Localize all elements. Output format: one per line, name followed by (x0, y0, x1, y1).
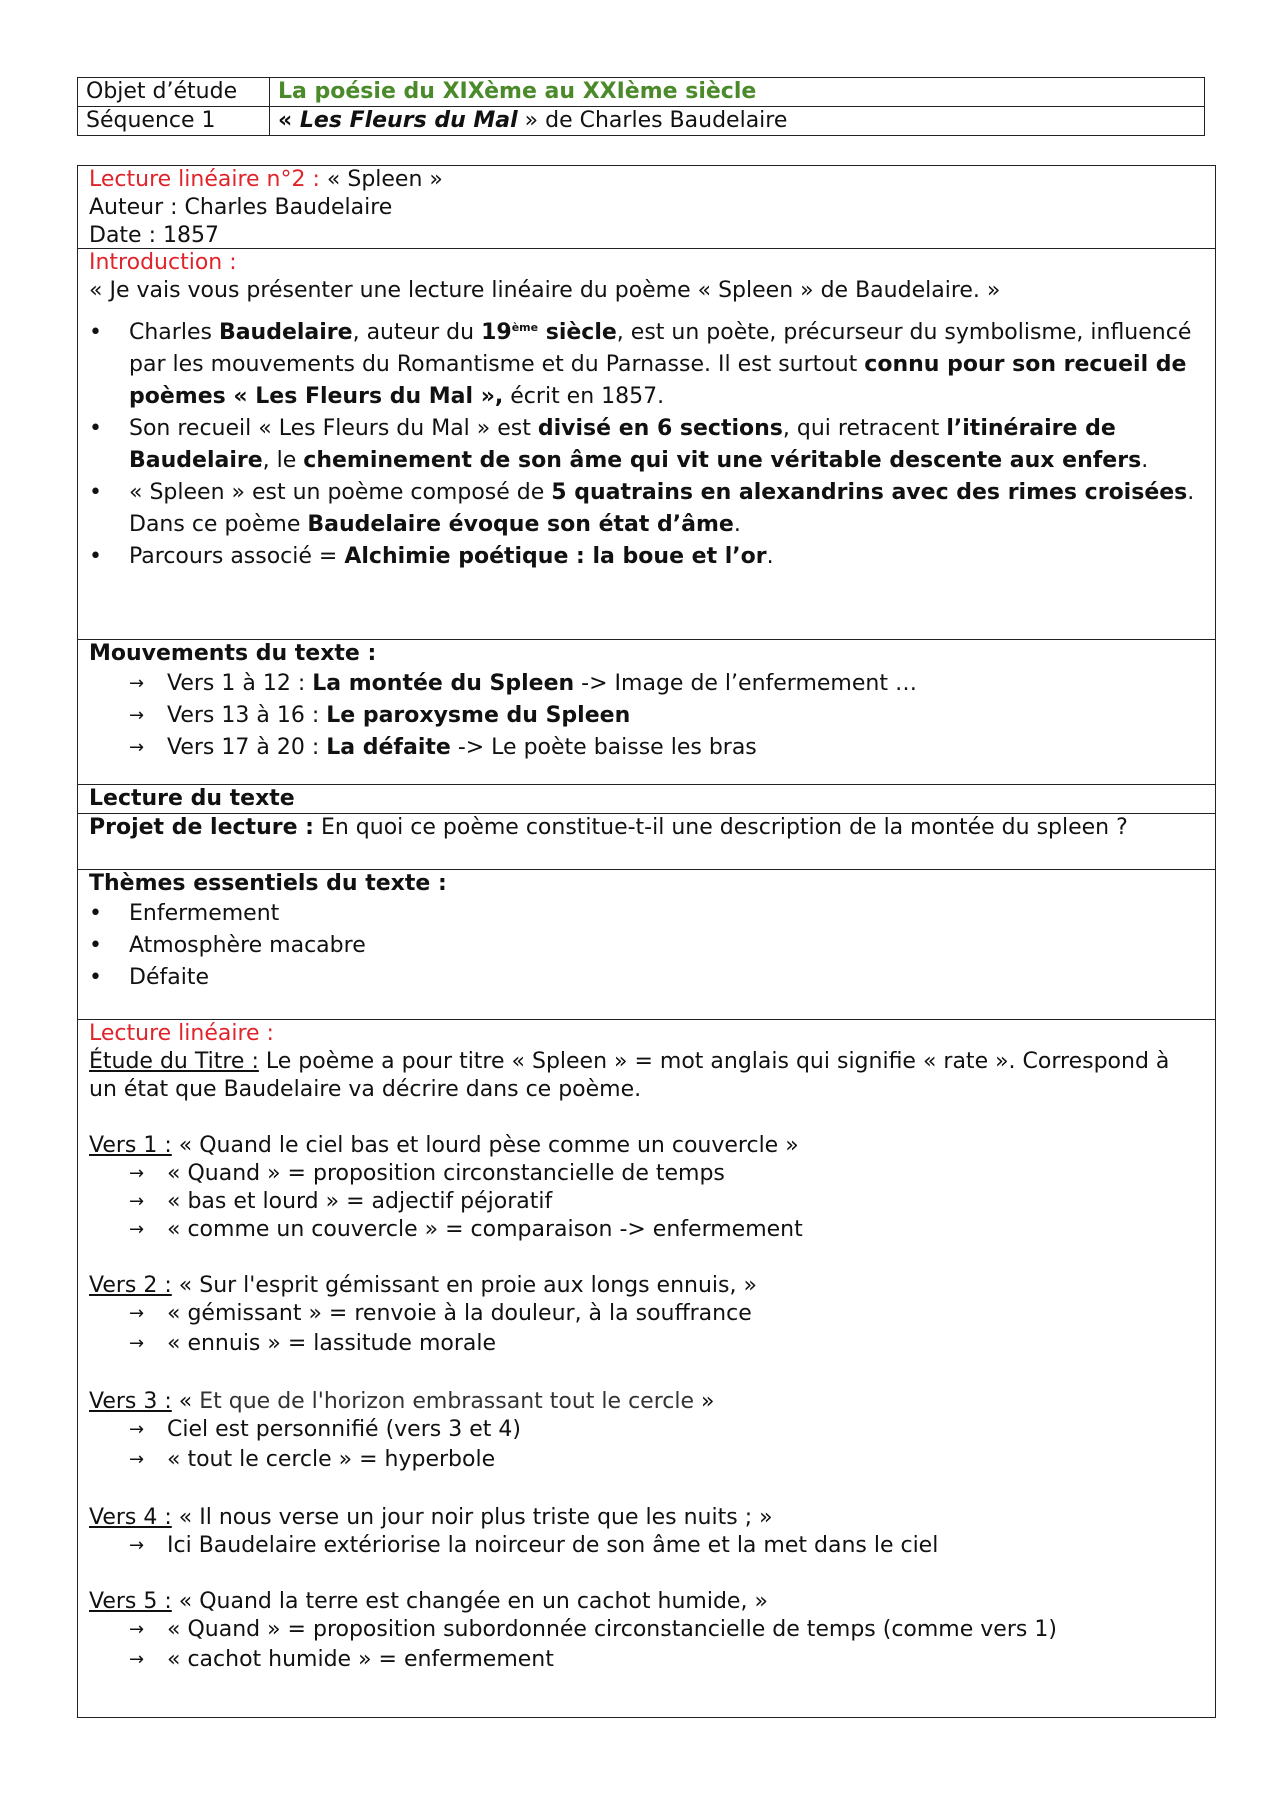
theme-item: • Atmosphère macabre (89, 930, 1204, 962)
header-value-objet: La poésie du XIXème au XXIème siècle (270, 78, 1205, 107)
vers-quote: Vers 3 : « Et que de l'horizon embrassant tout le cercle » (89, 1389, 715, 1414)
vers-note: → « Quand » = proposition subordonnée circonstancielle de temps (comme vers 1) (89, 1616, 1204, 1644)
intro-bullet-recueil: • Son recueil « Les Fleurs du Mal » est divisé en 6 sections, qui retracent l’itinéraire de Baudelaire, le cheminement de son âme qui vit une véritable descente aux enfers. (89, 413, 1204, 477)
header-value-sequence: « Les Fleurs du Mal » de Charles Baudelaire (270, 107, 1205, 136)
header-label-sequence: Séquence 1 (78, 107, 270, 136)
vers-note: → « ennuis » = lassitude morale (89, 1328, 1204, 1360)
intro-bullet-poeme: • « Spleen » est un poème composé de 5 quatrains en alexandrins avec des rimes croisées. Dans ce poème Baudelaire évoque son état d’âme. (89, 477, 1204, 541)
theme-item: • Défaite (89, 962, 1204, 994)
vers-notes (89, 1300, 1204, 1360)
vers-note: → « tout le cercle » = hyperbole (89, 1444, 1204, 1476)
introduction-sentence: « Je vais vous présenter une lecture linéaire du poème « Spleen » de Baudelaire. » (89, 278, 1001, 303)
vers-quote: Vers 5 : « Quand la terre est changée en un cachot humide, » (89, 1589, 768, 1614)
mouvement-item: → Vers 13 à 16 : Le paroxysme du Spleen (89, 700, 1204, 732)
intro-bullet-parcours: • Parcours associé = Alchimie poétique : la boue et l’or. (89, 541, 1204, 573)
theme-item: • Enfermement (89, 898, 1204, 930)
analyse-section (78, 1020, 1215, 1717)
lecture-texte-section (78, 785, 1215, 814)
header-row-objet (78, 78, 1205, 107)
themes-heading: Thèmes essentiels du texte : (89, 871, 447, 896)
themes-section (78, 870, 1215, 1020)
vers-notes (89, 1532, 1204, 1560)
themes-list (89, 898, 1204, 994)
intro-bullet-author: • Charles Baudelaire, auteur du 19ème siècle, est un poète, précurseur du symbolisme, influencé par les mouvements du Romantisme et du Parnasse. Il est surtout connu pour son recueil de poèmes « Les Fleurs du Mal », écrit en 1857. (89, 317, 1204, 413)
vers-notes (89, 1616, 1204, 1676)
vers-note: → « gémissant » = renvoie à la douleur, à la souffrance (89, 1300, 1204, 1328)
projet-lecture: Projet de lecture : En quoi ce poème constitue-t-il une description de la montée du spleen ? (89, 815, 1128, 840)
author-line: Auteur : Charles Baudelaire (89, 195, 393, 220)
info-section (78, 166, 1215, 249)
analyse-heading: Lecture linéaire : (89, 1021, 274, 1046)
vers-notes (89, 1160, 1204, 1244)
lecture-texte-heading: Lecture du texte (89, 786, 295, 811)
vers-note: → Ici Baudelaire extériorise la noirceur de son âme et la met dans le ciel (89, 1532, 1204, 1560)
header-label-objet: Objet d’étude (78, 78, 270, 107)
mouvements-section (78, 640, 1215, 785)
lesson-table (77, 165, 1216, 1718)
vers-note: → « Quand » = proposition circonstancielle de temps (89, 1160, 1204, 1188)
header-table (77, 77, 1205, 136)
introduction-heading: Introduction : (89, 250, 237, 275)
projet-section (78, 814, 1215, 870)
etude-titre: Étude du Titre : Le poème a pour titre « Spleen » = mot anglais qui signifie « rate ». Correspond à un état que Baudelaire va décrire dans ce poème. (89, 1049, 1170, 1102)
introduction-section (78, 249, 1215, 640)
vers-note: → « bas et lourd » = adjectif péjoratif (89, 1188, 1204, 1216)
vers-note: → « comme un couvercle » = comparaison -> enfermement (89, 1216, 1204, 1244)
vers-quote: Vers 1 : « Quand le ciel bas et lourd pèse comme un couvercle » (89, 1133, 799, 1158)
header-row-sequence (78, 107, 1205, 136)
date-line: Date : 1857 (89, 223, 219, 248)
mouvements-heading: Mouvements du texte : (89, 641, 377, 666)
lecture-title: Lecture linéaire n°2 : « Spleen » (89, 167, 443, 192)
book-title: Les Fleurs du Mal (299, 108, 518, 133)
mouvements-list (89, 668, 1204, 764)
mouvement-item: → Vers 17 à 20 : La défaite -> Le poète baisse les bras (89, 732, 1204, 764)
vers-quote: Vers 4 : « Il nous verse un jour noir plus triste que les nuits ; » (89, 1505, 773, 1530)
vers-note: → Ciel est personnifié (vers 3 et 4) (89, 1416, 1204, 1444)
vers-quote: Vers 2 : « Sur l'esprit gémissant en proie aux longs ennuis, » (89, 1273, 757, 1298)
introduction-bullets (89, 317, 1204, 573)
mouvement-item: → Vers 1 à 12 : La montée du Spleen -> Image de l’enfermement … (89, 668, 1204, 700)
vers-notes (89, 1416, 1204, 1476)
vers-note: → « cachot humide » = enfermement (89, 1644, 1204, 1676)
